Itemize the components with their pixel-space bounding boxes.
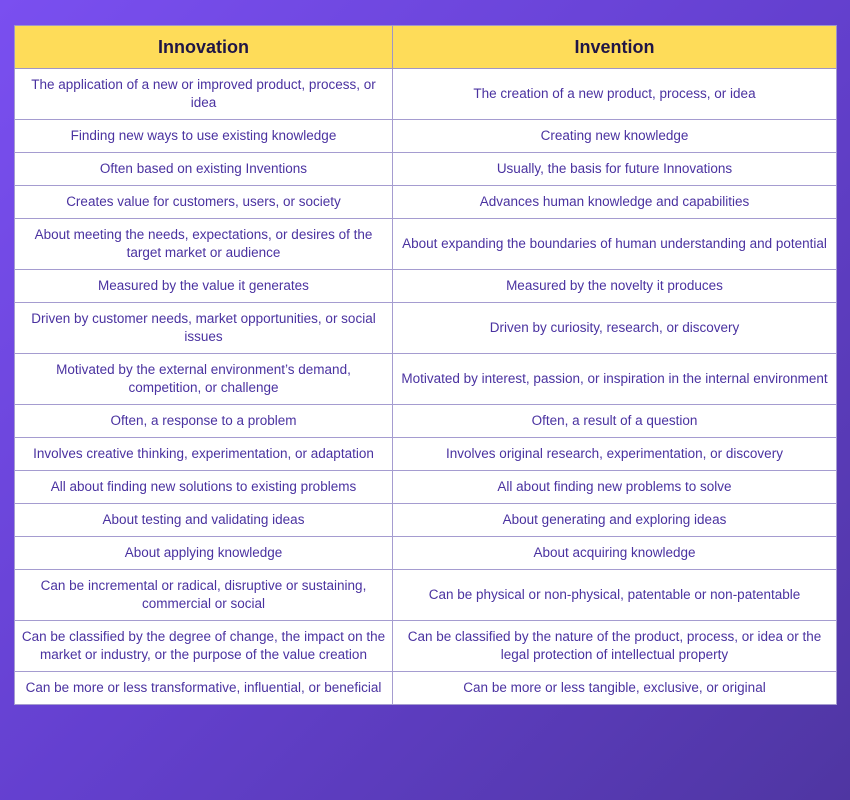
innovation-cell: Can be more or less transformative, influential, or beneficial [15,672,393,705]
table-row [15,405,837,438]
innovation-cell: Often, a response to a problem [15,405,393,438]
innovation-cell: Involves creative thinking, experimentation, or adaptation [15,438,393,471]
table-row [15,570,837,621]
invention-cell: Usually, the basis for future Innovations [393,153,837,186]
table-row [15,219,837,270]
invention-cell: Advances human knowledge and capabilities [393,186,837,219]
comparison-table [14,25,837,705]
table-row [15,69,837,120]
table-row [15,537,837,570]
table-row [15,621,837,672]
innovation-cell: Motivated by the external environment’s demand, competition, or challenge [15,354,393,405]
invention-cell: Can be more or less tangible, exclusive, or original [393,672,837,705]
table-row [15,186,837,219]
table-row [15,438,837,471]
innovation-cell: About testing and validating ideas [15,504,393,537]
table-row [15,153,837,186]
header-row [15,26,837,69]
invention-cell: Can be physical or non-physical, patentable or non-patentable [393,570,837,621]
innovation-cell: Measured by the value it generates [15,270,393,303]
header-innovation: Innovation [15,26,393,69]
innovation-cell: Often based on existing Inventions [15,153,393,186]
innovation-cell: All about finding new solutions to existing problems [15,471,393,504]
innovation-cell: Can be incremental or radical, disruptive or sustaining, commercial or social [15,570,393,621]
table-row [15,471,837,504]
table-row [15,354,837,405]
invention-cell: The creation of a new product, process, or idea [393,69,837,120]
invention-cell: Involves original research, experimentation, or discovery [393,438,837,471]
innovation-cell: Driven by customer needs, market opportunities, or social issues [15,303,393,354]
table-row [15,120,837,153]
header-invention: Invention [393,26,837,69]
table-row [15,303,837,354]
invention-cell: Measured by the novelty it produces [393,270,837,303]
invention-cell: Driven by curiosity, research, or discovery [393,303,837,354]
innovation-cell: About applying knowledge [15,537,393,570]
invention-cell: Motivated by interest, passion, or inspiration in the internal environment [393,354,837,405]
table-row [15,504,837,537]
invention-cell: All about finding new problems to solve [393,471,837,504]
innovation-cell: About meeting the needs, expectations, or desires of the target market or audience [15,219,393,270]
innovation-cell: Creates value for customers, users, or society [15,186,393,219]
invention-cell: Creating new knowledge [393,120,837,153]
invention-cell: About generating and exploring ideas [393,504,837,537]
invention-cell: Can be classified by the nature of the product, process, or idea or the legal protection of intellectual property [393,621,837,672]
table-row [15,270,837,303]
invention-cell: About acquiring knowledge [393,537,837,570]
invention-cell: About expanding the boundaries of human understanding and potential [393,219,837,270]
table-row [15,672,837,705]
innovation-cell: Finding new ways to use existing knowledge [15,120,393,153]
invention-cell: Often, a result of a question [393,405,837,438]
innovation-cell: Can be classified by the degree of change, the impact on the market or industry, or the purpose of the value creation [15,621,393,672]
innovation-cell: The application of a new or improved product, process, or idea [15,69,393,120]
